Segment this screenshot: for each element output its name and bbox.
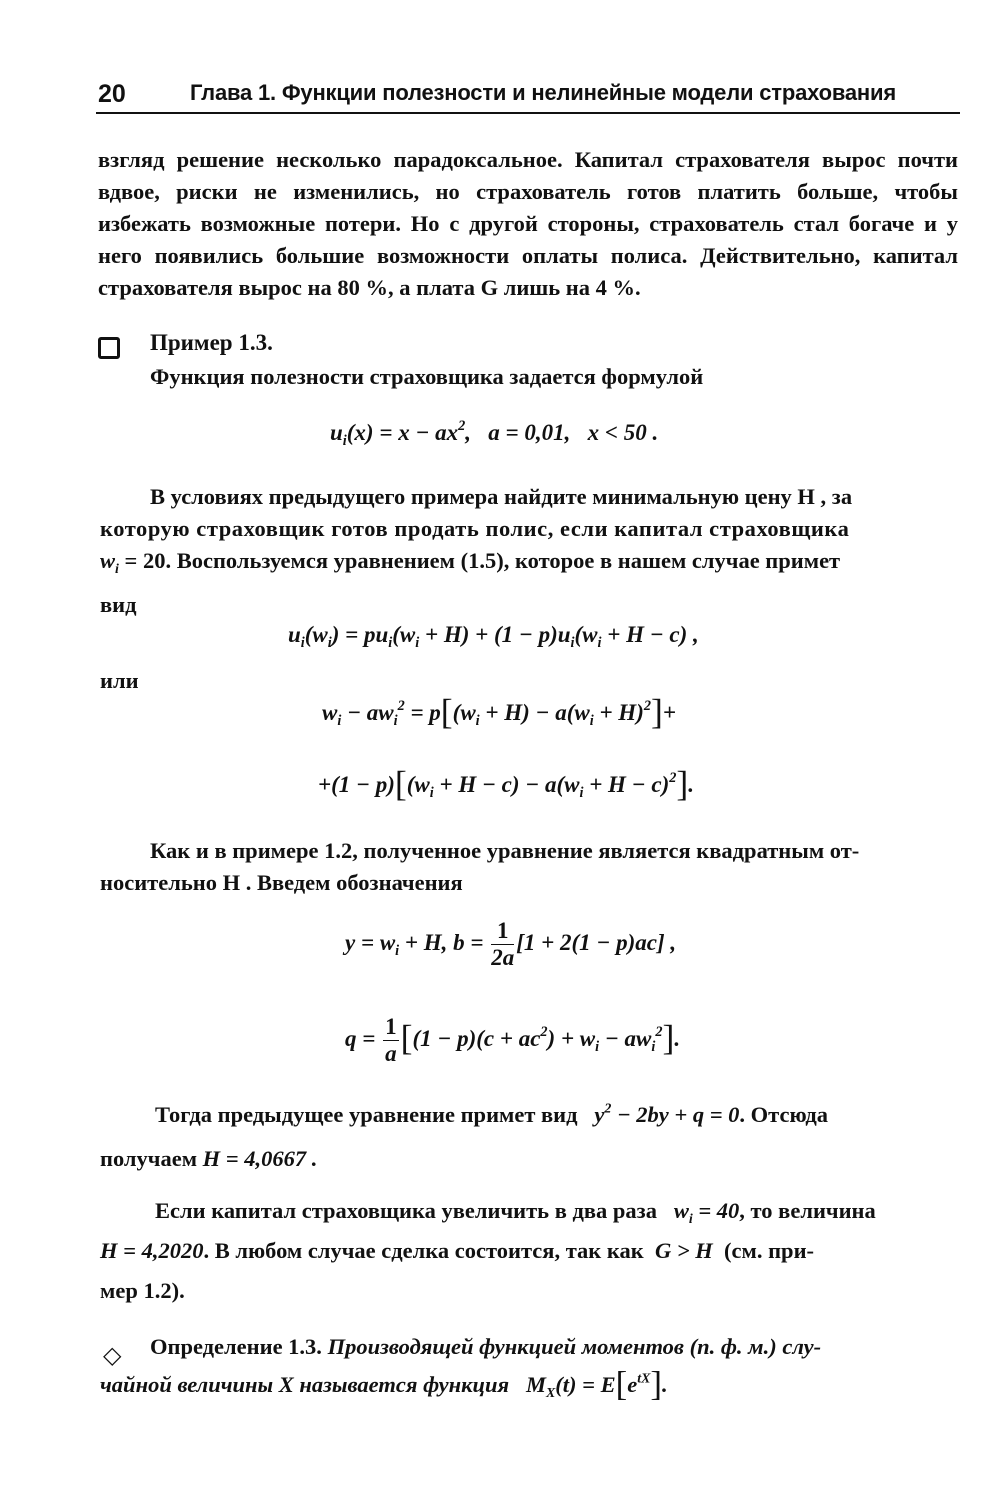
chapter-title: Глава 1. Функции полезности и нелинейные модели страхования xyxy=(190,80,896,105)
result-text: получаем xyxy=(100,1146,198,1171)
example-title: Пример 1.3. xyxy=(150,330,273,355)
equation-notation-q: q = $\frac{1}{a}$ $[(1 - p)(c + ac^2) + w_i - aw_i^2]$. xyxy=(345,1014,681,1066)
or-word: или xyxy=(100,668,139,693)
double-text-3: . В любом случае сделка состоится, так как xyxy=(203,1238,644,1263)
definition-line-1 xyxy=(150,1334,821,1360)
equation-notation-y-b: $y = w_i + H$, b = $\frac{1}{2a}$ [1 + 2(1 − p)ac] , xyxy=(345,918,677,970)
double-line-3: мер 1.2). xyxy=(100,1278,185,1303)
double-line-1: Если капитал страховщика увеличить в два раза $w_i = 40$, то величина xyxy=(155,1198,876,1227)
definition-text-2: чайной величины X называется функция xyxy=(100,1372,510,1397)
then-line: Тогда предыдущее уравнение примет вид $y^2 - 2by + q = 0$. Отсюда xyxy=(155,1101,828,1127)
diamond-icon: ◇ xyxy=(103,1343,122,1369)
double-text-2: , то величина xyxy=(739,1198,876,1223)
task-line-1: В условиях предыдущего примера найдите минимальную цену H , за xyxy=(150,484,853,509)
quadratic-line-2: носительно H . Введем обозначения xyxy=(100,870,463,895)
then-text-2: . Отсюда xyxy=(739,1102,828,1127)
double-text-1: Если капитал страховщика увеличить в два раза xyxy=(155,1198,657,1223)
then-text: Тогда предыдущее уравнение примет вид xyxy=(155,1102,578,1127)
equation-expanded-2: $+(1 - p)[(w_i + H - c) - a(w_i + H - c)^2]$. xyxy=(318,763,694,804)
task-line-3: $w_i = 20$. Воспользуемся уравнением (1.5), которое в нашем случае примет xyxy=(100,548,841,577)
double-text-4: (см. при- xyxy=(724,1238,815,1263)
task-line-4: вид xyxy=(100,592,137,617)
running-header xyxy=(96,72,960,114)
definition-line-2: чайной величины X называется функция $M_X(t) = E[e^{tX}]$. xyxy=(100,1364,668,1404)
square-icon xyxy=(98,337,120,359)
equation-utility: $u_i(x) = x - ax^2$, a = 0,01, x < 50 . xyxy=(330,418,659,449)
quadratic-line-1: Как и в примере 1.2, полученное уравнение является квадратным от- xyxy=(150,838,860,863)
double-line-2: H = 4,2020. В любом случае сделка состоится, так как G > H (см. при- xyxy=(100,1238,815,1263)
task-line-2: которую страховщик готов продать полис, если капитал страховщика xyxy=(100,516,850,541)
equation-expected-utility: $u_i(w_i) = pu_i(w_i + H) + (1 - p)u_i(w_i + H - c)$ , xyxy=(288,622,699,651)
result-line xyxy=(100,1146,317,1172)
definition-title: Определение 1.3. xyxy=(150,1334,322,1359)
example-intro: Функция полезности страховщика задается формулой xyxy=(150,364,704,389)
page-number: 20 xyxy=(98,80,126,108)
definition-text-1: Производящей функцией моментов (п. ф. м.) слу- xyxy=(327,1334,822,1359)
intro-paragraph: взгляд решение несколько парадоксальное. Капитал страхователя вырос почти вдвое, риски не изменились, но страхователь готов платить больше, чтобы избежать возможные потери. Но с другой стороны, страхователь стал богаче и у него появились большие возможности оплаты полиса. Действительно, капитал страхователя вырос на 80 %, а плата G лишь на 4 %. xyxy=(98,147,958,300)
equation-expanded-1: $w_i - aw_i^2 = p[(w_i + H) - a(w_i + H)^2]+$ xyxy=(322,691,676,732)
result-value: H = 4,0667 . xyxy=(202,1146,318,1171)
task-line-3-text: . Воспользуемся уравнением (1.5), которое в нашем случае примет xyxy=(165,548,841,573)
